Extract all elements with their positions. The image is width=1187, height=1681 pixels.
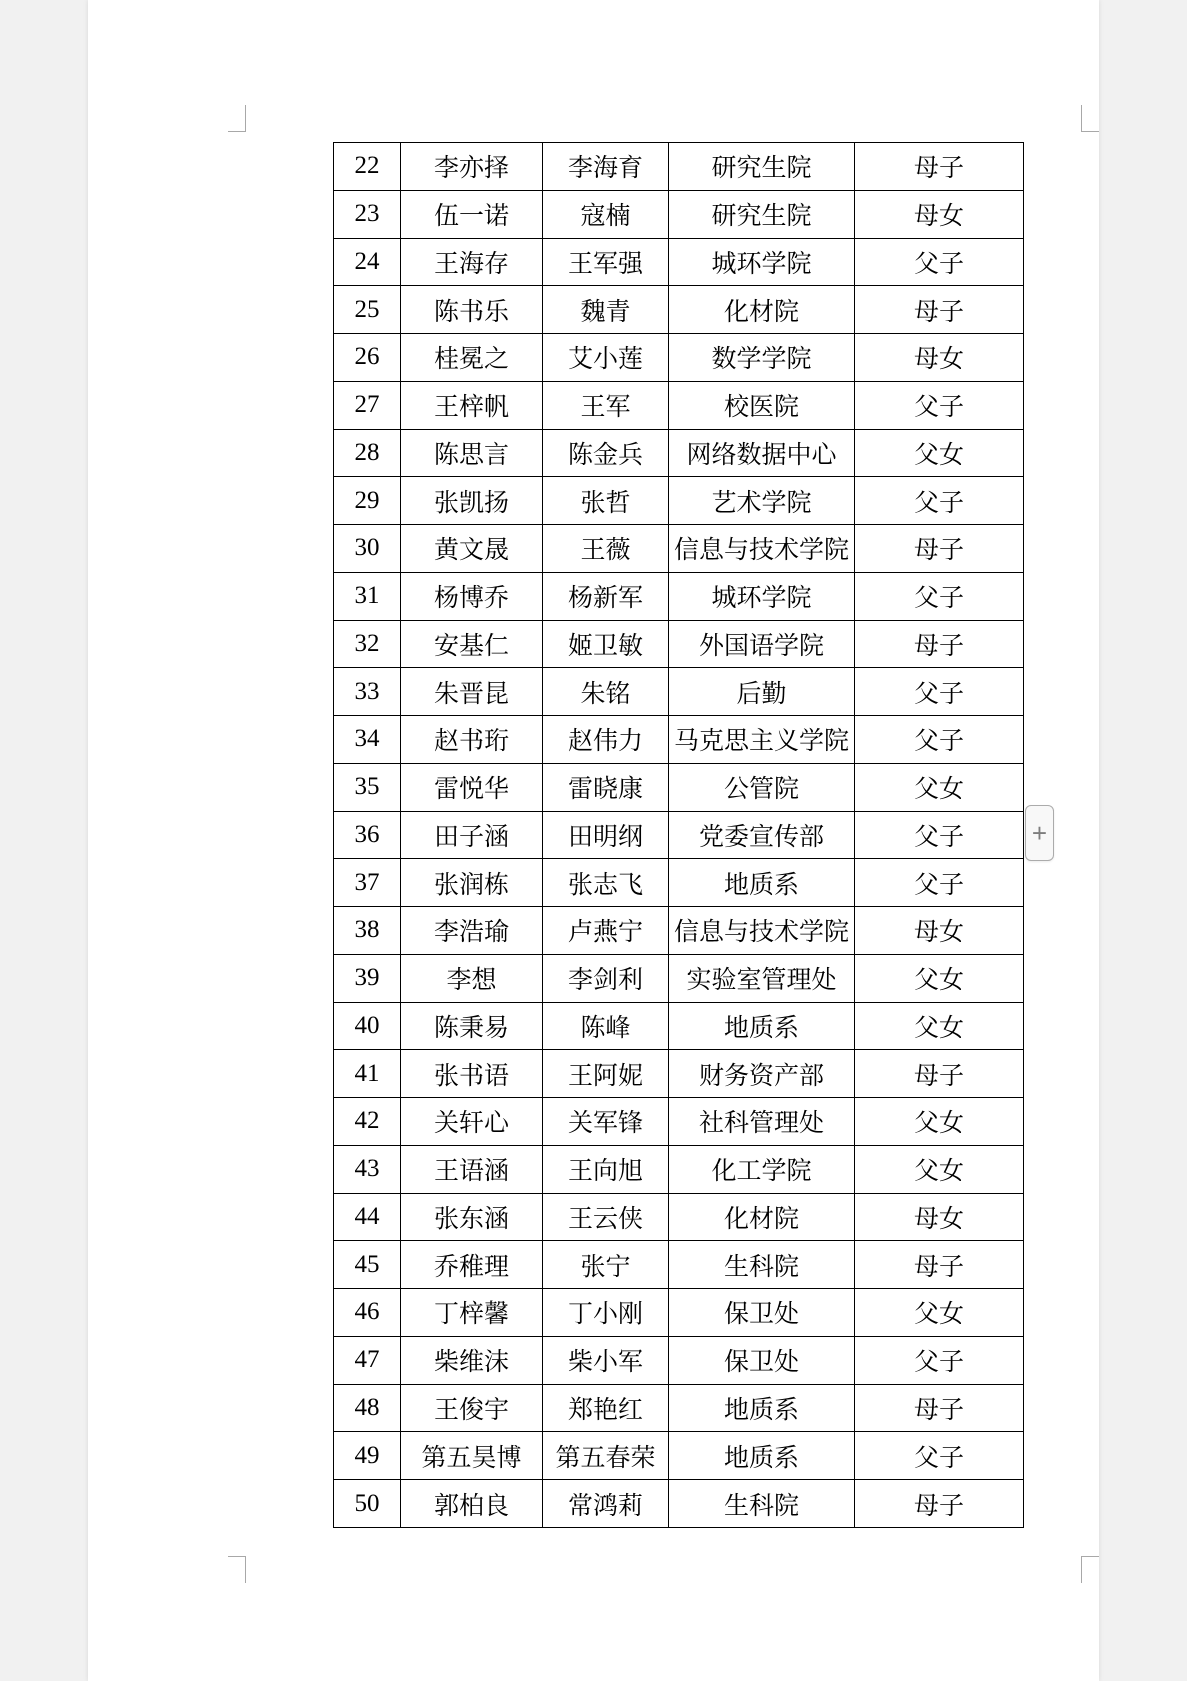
- cell-child-name: 朱晋昆: [401, 668, 543, 716]
- cell-child-name: 丁梓馨: [401, 1289, 543, 1337]
- cell-parent-name: 王云侠: [543, 1193, 669, 1241]
- cell-relation: 父女: [855, 1289, 1024, 1337]
- cell-number: 44: [334, 1193, 401, 1241]
- cell-unit: 保卫处: [669, 1336, 855, 1384]
- cell-number: 41: [334, 1050, 401, 1098]
- cell-child-name: 王海存: [401, 238, 543, 286]
- cell-relation: 母女: [855, 1193, 1024, 1241]
- cell-number: 35: [334, 763, 401, 811]
- cell-relation: 母女: [855, 907, 1024, 955]
- table-row: [334, 763, 1024, 811]
- cell-relation: 母子: [855, 143, 1024, 191]
- table-row: [334, 429, 1024, 477]
- cell-relation: 父子: [855, 1432, 1024, 1480]
- margin-crop-mark-top-right: [1081, 105, 1099, 132]
- cell-unit: 地质系: [669, 1432, 855, 1480]
- cell-child-name: 李想: [401, 954, 543, 1002]
- cell-parent-name: 陈峰: [543, 1002, 669, 1050]
- cell-number: 29: [334, 477, 401, 525]
- cell-relation: 母子: [855, 620, 1024, 668]
- table-row: [334, 1336, 1024, 1384]
- table-body: [334, 143, 1024, 1528]
- cell-parent-name: 朱铭: [543, 668, 669, 716]
- table-row: [334, 1098, 1024, 1146]
- cell-number: 46: [334, 1289, 401, 1337]
- cell-unit: 实验室管理处: [669, 954, 855, 1002]
- table-row: [334, 1289, 1024, 1337]
- cell-parent-name: 艾小莲: [543, 334, 669, 382]
- cell-child-name: 郭柏良: [401, 1480, 543, 1528]
- cell-parent-name: 姬卫敏: [543, 620, 669, 668]
- cell-child-name: 陈书乐: [401, 286, 543, 334]
- table-row: [334, 381, 1024, 429]
- cell-relation: 父子: [855, 572, 1024, 620]
- cell-parent-name: 第五春荣: [543, 1432, 669, 1480]
- cell-number: 23: [334, 190, 401, 238]
- cell-parent-name: 赵伟力: [543, 716, 669, 764]
- cell-child-name: 柴维沫: [401, 1336, 543, 1384]
- cell-relation: 母子: [855, 286, 1024, 334]
- cell-number: 45: [334, 1241, 401, 1289]
- cell-number: 24: [334, 238, 401, 286]
- table-row: [334, 1384, 1024, 1432]
- cell-relation: 父女: [855, 1002, 1024, 1050]
- cell-relation: 母女: [855, 334, 1024, 382]
- cell-unit: 公管院: [669, 763, 855, 811]
- cell-relation: 父女: [855, 1145, 1024, 1193]
- cell-relation: 父子: [855, 1336, 1024, 1384]
- cell-number: 26: [334, 334, 401, 382]
- cell-unit: 地质系: [669, 1384, 855, 1432]
- cell-parent-name: 杨新军: [543, 572, 669, 620]
- table-row: [334, 954, 1024, 1002]
- cell-unit: 校医院: [669, 381, 855, 429]
- cell-unit: 研究生院: [669, 143, 855, 191]
- table-row: [334, 859, 1024, 907]
- cell-parent-name: 雷晓康: [543, 763, 669, 811]
- cell-child-name: 田子涵: [401, 811, 543, 859]
- table-row: [334, 1193, 1024, 1241]
- cell-unit: 数学学院: [669, 334, 855, 382]
- table-row: [334, 334, 1024, 382]
- table-row: [334, 190, 1024, 238]
- cell-relation: 父子: [855, 811, 1024, 859]
- cell-parent-name: 常鸿莉: [543, 1480, 669, 1528]
- cell-parent-name: 卢燕宁: [543, 907, 669, 955]
- cell-child-name: 王梓帆: [401, 381, 543, 429]
- cell-child-name: 关轩心: [401, 1098, 543, 1146]
- cell-parent-name: 王薇: [543, 525, 669, 573]
- cell-unit: 化材院: [669, 286, 855, 334]
- cell-unit: 外国语学院: [669, 620, 855, 668]
- cell-number: 34: [334, 716, 401, 764]
- cell-number: 38: [334, 907, 401, 955]
- cell-unit: 地质系: [669, 859, 855, 907]
- cell-relation: 父子: [855, 238, 1024, 286]
- cell-child-name: 伍一诺: [401, 190, 543, 238]
- cell-number: 32: [334, 620, 401, 668]
- cell-relation: 母子: [855, 1384, 1024, 1432]
- table-row: [334, 477, 1024, 525]
- cell-unit: 城环学院: [669, 238, 855, 286]
- cell-unit: 财务资产部: [669, 1050, 855, 1098]
- cell-number: 28: [334, 429, 401, 477]
- table-row: [334, 907, 1024, 955]
- table-row: [334, 286, 1024, 334]
- cell-parent-name: 柴小军: [543, 1336, 669, 1384]
- cell-relation: 父子: [855, 716, 1024, 764]
- cell-number: 25: [334, 286, 401, 334]
- cell-child-name: 张凯扬: [401, 477, 543, 525]
- table-row: [334, 525, 1024, 573]
- cell-unit: 地质系: [669, 1002, 855, 1050]
- cell-parent-name: 丁小刚: [543, 1289, 669, 1337]
- cell-unit: 保卫处: [669, 1289, 855, 1337]
- cell-number: 50: [334, 1480, 401, 1528]
- cell-number: 22: [334, 143, 401, 191]
- family-pairs-table: [333, 142, 1024, 1528]
- cell-child-name: 黄文晟: [401, 525, 543, 573]
- cell-parent-name: 张宁: [543, 1241, 669, 1289]
- cell-number: 47: [334, 1336, 401, 1384]
- cell-number: 43: [334, 1145, 401, 1193]
- cell-number: 36: [334, 811, 401, 859]
- cell-number: 49: [334, 1432, 401, 1480]
- cell-child-name: 安基仁: [401, 620, 543, 668]
- cell-relation: 父女: [855, 763, 1024, 811]
- table-row: [334, 716, 1024, 764]
- cell-unit: 艺术学院: [669, 477, 855, 525]
- cell-parent-name: 王阿妮: [543, 1050, 669, 1098]
- cell-unit: 生科院: [669, 1480, 855, 1528]
- cell-unit: 信息与技术学院: [669, 525, 855, 573]
- plus-icon: +: [1031, 818, 1048, 848]
- cell-child-name: 张东涵: [401, 1193, 543, 1241]
- cell-number: 33: [334, 668, 401, 716]
- cell-number: 39: [334, 954, 401, 1002]
- table-row: [334, 143, 1024, 191]
- table-row: [334, 572, 1024, 620]
- cell-number: 30: [334, 525, 401, 573]
- cell-child-name: 桂冕之: [401, 334, 543, 382]
- cell-child-name: 杨博乔: [401, 572, 543, 620]
- document-page: [88, 0, 1099, 1681]
- cell-number: 48: [334, 1384, 401, 1432]
- cell-child-name: 雷悦华: [401, 763, 543, 811]
- cell-parent-name: 魏青: [543, 286, 669, 334]
- cell-child-name: 陈秉易: [401, 1002, 543, 1050]
- cell-relation: 母子: [855, 525, 1024, 573]
- cell-unit: 社科管理处: [669, 1098, 855, 1146]
- table-row: [334, 1241, 1024, 1289]
- cell-parent-name: 张志飞: [543, 859, 669, 907]
- cell-parent-name: 关军锋: [543, 1098, 669, 1146]
- cell-relation: 父子: [855, 477, 1024, 525]
- cell-child-name: 王语涵: [401, 1145, 543, 1193]
- table-row: [334, 1002, 1024, 1050]
- cell-unit: 化工学院: [669, 1145, 855, 1193]
- table-row: [334, 1480, 1024, 1528]
- cell-unit: 马克思主义学院: [669, 716, 855, 764]
- cell-unit: 生科院: [669, 1241, 855, 1289]
- cell-parent-name: 王军: [543, 381, 669, 429]
- cell-parent-name: 王向旭: [543, 1145, 669, 1193]
- cell-unit: 城环学院: [669, 572, 855, 620]
- cell-number: 40: [334, 1002, 401, 1050]
- cell-number: 31: [334, 572, 401, 620]
- margin-crop-mark-bottom-right: [1081, 1556, 1099, 1583]
- table-row: [334, 668, 1024, 716]
- cell-relation: 父女: [855, 954, 1024, 1002]
- cell-number: 42: [334, 1098, 401, 1146]
- cell-relation: 父子: [855, 859, 1024, 907]
- cell-relation: 父女: [855, 1098, 1024, 1146]
- cell-unit: 网络数据中心: [669, 429, 855, 477]
- cell-number: 27: [334, 381, 401, 429]
- table-row: [334, 1050, 1024, 1098]
- cell-relation: 母女: [855, 190, 1024, 238]
- table-row: [334, 1432, 1024, 1480]
- cell-parent-name: 张哲: [543, 477, 669, 525]
- cell-child-name: 张润栋: [401, 859, 543, 907]
- cell-parent-name: 李剑利: [543, 954, 669, 1002]
- cell-child-name: 陈思言: [401, 429, 543, 477]
- cell-unit: 信息与技术学院: [669, 907, 855, 955]
- insert-row-button[interactable]: [1025, 805, 1054, 861]
- cell-parent-name: 寇楠: [543, 190, 669, 238]
- cell-relation: 父女: [855, 429, 1024, 477]
- cell-relation: 母子: [855, 1050, 1024, 1098]
- table-row: [334, 811, 1024, 859]
- cell-child-name: 李亦择: [401, 143, 543, 191]
- cell-number: 37: [334, 859, 401, 907]
- cell-child-name: 张书语: [401, 1050, 543, 1098]
- cell-relation: 父子: [855, 668, 1024, 716]
- cell-child-name: 李浩瑜: [401, 907, 543, 955]
- cell-parent-name: 李海育: [543, 143, 669, 191]
- cell-relation: 母子: [855, 1480, 1024, 1528]
- cell-parent-name: 陈金兵: [543, 429, 669, 477]
- cell-parent-name: 郑艳红: [543, 1384, 669, 1432]
- cell-child-name: 乔稚理: [401, 1241, 543, 1289]
- cell-relation: 母子: [855, 1241, 1024, 1289]
- cell-unit: 后勤: [669, 668, 855, 716]
- table-row: [334, 620, 1024, 668]
- margin-crop-mark-top-left: [228, 105, 246, 132]
- cell-unit: 党委宣传部: [669, 811, 855, 859]
- margin-crop-mark-bottom-left: [228, 1556, 246, 1583]
- cell-relation: 父子: [855, 381, 1024, 429]
- table-row: [334, 1145, 1024, 1193]
- cell-child-name: 王俊宇: [401, 1384, 543, 1432]
- cell-child-name: 赵书珩: [401, 716, 543, 764]
- cell-unit: 研究生院: [669, 190, 855, 238]
- cell-parent-name: 王军强: [543, 238, 669, 286]
- table-row: [334, 238, 1024, 286]
- cell-parent-name: 田明纲: [543, 811, 669, 859]
- cell-unit: 化材院: [669, 1193, 855, 1241]
- cell-child-name: 第五昊博: [401, 1432, 543, 1480]
